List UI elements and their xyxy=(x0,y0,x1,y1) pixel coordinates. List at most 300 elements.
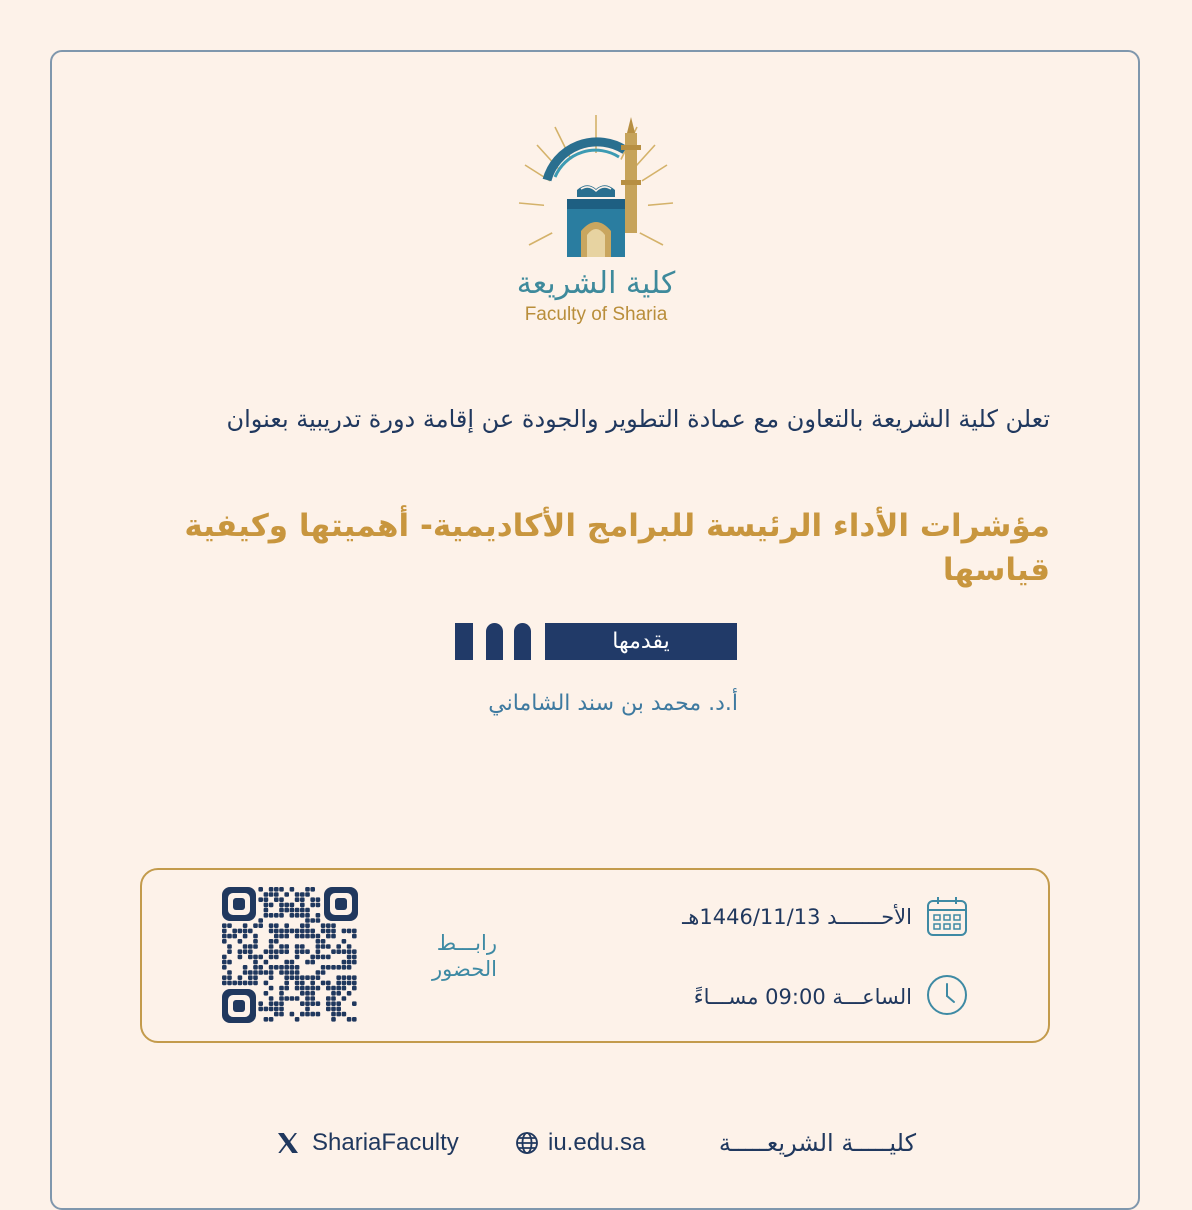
qr-module xyxy=(305,934,310,939)
qr-module xyxy=(279,996,284,1001)
qr-module xyxy=(279,1007,284,1012)
qr-module xyxy=(258,970,263,975)
qr-module xyxy=(310,903,315,908)
qr-module xyxy=(331,986,336,991)
qr-module xyxy=(274,913,279,918)
qr-module xyxy=(326,955,331,960)
qr-module xyxy=(300,934,305,939)
qr-module xyxy=(284,975,289,980)
qr-module xyxy=(269,965,274,970)
event-date: الأحـــــــد 1446/11/13هـ xyxy=(682,905,912,929)
qr-module xyxy=(279,929,284,934)
qr-module xyxy=(279,965,284,970)
qr-module xyxy=(284,934,289,939)
qr-module xyxy=(316,913,321,918)
qr-module xyxy=(305,887,310,892)
qr-module xyxy=(310,934,315,939)
qr-module xyxy=(253,960,258,965)
qr-module xyxy=(274,955,279,960)
qr-module xyxy=(336,986,341,991)
qr-module xyxy=(279,986,284,991)
qr-module xyxy=(290,887,295,892)
qr-module xyxy=(336,1001,341,1006)
qr-module xyxy=(258,897,263,902)
qr-module xyxy=(264,1017,269,1022)
qr-module xyxy=(243,949,248,954)
qr-module xyxy=(290,908,295,913)
qr-module xyxy=(290,965,295,970)
qr-module xyxy=(326,1001,331,1006)
qr-module xyxy=(305,908,310,913)
qr-module xyxy=(352,934,357,939)
qr-module xyxy=(253,981,258,986)
qr-module xyxy=(269,892,274,897)
qr-module xyxy=(227,923,232,928)
qr-module xyxy=(300,949,305,954)
qr-module xyxy=(342,965,347,970)
qr-module xyxy=(347,960,352,965)
qr-module xyxy=(316,970,321,975)
qr-module xyxy=(279,949,284,954)
qr-module xyxy=(269,929,274,934)
qr-module xyxy=(326,923,331,928)
qr-module xyxy=(284,996,289,1001)
qr-module xyxy=(269,949,274,954)
qr-module xyxy=(326,981,331,986)
qr-module xyxy=(352,975,357,980)
qr-module xyxy=(253,975,258,980)
qr-module xyxy=(316,897,321,902)
qr-module xyxy=(279,913,284,918)
qr-module xyxy=(222,929,227,934)
qr-module xyxy=(316,934,321,939)
qr-module xyxy=(326,996,331,1001)
qr-module xyxy=(316,1001,321,1006)
qr-module xyxy=(352,929,357,934)
qr-module xyxy=(284,944,289,949)
qr-module xyxy=(243,944,248,949)
qr-module xyxy=(300,897,305,902)
qr-module xyxy=(310,986,315,991)
qr-module xyxy=(274,923,279,928)
qr-module xyxy=(326,965,331,970)
qr-module xyxy=(326,929,331,934)
faculty-logo-emblem xyxy=(515,105,677,265)
qr-module xyxy=(248,955,253,960)
qr-module xyxy=(279,991,284,996)
qr-module xyxy=(269,1007,274,1012)
qr-module xyxy=(336,965,341,970)
qr-module xyxy=(300,986,305,991)
qr-module xyxy=(274,949,279,954)
qr-module xyxy=(243,970,248,975)
qr-module xyxy=(269,996,274,1001)
qr-module xyxy=(264,913,269,918)
qr-module xyxy=(300,991,305,996)
attendance-qr-code[interactable] xyxy=(222,887,358,1023)
website-link[interactable]: iu.edu.sa xyxy=(548,1129,646,1156)
qr-module xyxy=(258,887,263,892)
qr-module xyxy=(269,903,274,908)
qr-module xyxy=(222,939,227,944)
qr-module xyxy=(243,929,248,934)
qr-module xyxy=(310,918,315,923)
qr-module xyxy=(284,949,289,954)
qr-module xyxy=(336,1012,341,1017)
qr-module xyxy=(264,903,269,908)
qr-module xyxy=(238,929,243,934)
qr-module xyxy=(305,1001,310,1006)
qr-module xyxy=(243,934,248,939)
qr-module xyxy=(347,1017,352,1022)
qr-module xyxy=(347,981,352,986)
qr-module xyxy=(284,903,289,908)
qr-module xyxy=(290,975,295,980)
qr-module xyxy=(305,960,310,965)
qr-module xyxy=(284,908,289,913)
qr-module xyxy=(295,929,300,934)
qr-module xyxy=(295,934,300,939)
qr-module xyxy=(300,913,305,918)
qr-module xyxy=(295,908,300,913)
calendar-icon xyxy=(926,896,968,938)
qr-module xyxy=(310,991,315,996)
qr-module xyxy=(274,1007,279,1012)
qr-module xyxy=(284,960,289,965)
qr-module xyxy=(326,944,331,949)
presenter-label: يقدمها xyxy=(545,623,737,660)
qr-module xyxy=(290,996,295,1001)
qr-module xyxy=(310,955,315,960)
qr-module xyxy=(342,996,347,1001)
qr-module xyxy=(336,944,341,949)
qr-module xyxy=(300,892,305,897)
qr-module xyxy=(274,1012,279,1017)
qr-module xyxy=(284,892,289,897)
qr-module xyxy=(284,923,289,928)
qr-module xyxy=(310,1001,315,1006)
logo-english-name: Faculty of Sharia xyxy=(524,304,668,325)
qr-module xyxy=(279,903,284,908)
qr-module xyxy=(331,934,336,939)
qr-module xyxy=(269,887,274,892)
qr-module xyxy=(238,981,243,986)
qr-module xyxy=(248,975,253,980)
qr-module xyxy=(232,981,237,986)
qr-module xyxy=(253,923,258,928)
qr-module xyxy=(253,944,258,949)
qr-module xyxy=(269,1001,274,1006)
qr-module xyxy=(269,944,274,949)
qr-module xyxy=(284,981,289,986)
qr-module xyxy=(347,949,352,954)
qr-module xyxy=(269,1017,274,1022)
qr-module xyxy=(331,1001,336,1006)
qr-module xyxy=(295,955,300,960)
qr-module xyxy=(279,934,284,939)
qr-module xyxy=(258,923,263,928)
qr-module xyxy=(274,934,279,939)
qr-module xyxy=(279,970,284,975)
qr-module xyxy=(290,970,295,975)
qr-module xyxy=(269,955,274,960)
qr-module xyxy=(321,923,326,928)
qr-module xyxy=(269,939,274,944)
qr-module xyxy=(321,955,326,960)
qr-module xyxy=(264,908,269,913)
qr-module xyxy=(227,981,232,986)
qr-module xyxy=(305,949,310,954)
qr-module xyxy=(295,975,300,980)
qr-module xyxy=(331,996,336,1001)
qr-module xyxy=(295,986,300,991)
qr-module xyxy=(331,1007,336,1012)
qr-module xyxy=(274,939,279,944)
attendance-link-label: رابـــط الحضور xyxy=(432,931,497,981)
qr-module xyxy=(321,970,326,975)
qr-module xyxy=(222,934,227,939)
qr-module xyxy=(264,897,269,902)
qr-module xyxy=(310,929,315,934)
qr-module xyxy=(352,955,357,960)
qr-module xyxy=(310,887,315,892)
qr-module xyxy=(279,887,284,892)
announcement-intro: تعلن كلية الشريعة بالتعاون مع عمادة التطوير والجودة عن إقامة دورة تدريبية بعنوان xyxy=(226,405,1050,433)
qr-module xyxy=(248,944,253,949)
decorative-bar xyxy=(455,623,473,660)
qr-module xyxy=(316,986,321,991)
qr-module xyxy=(347,944,352,949)
qr-module xyxy=(342,986,347,991)
qr-module xyxy=(248,970,253,975)
qr-module xyxy=(295,897,300,902)
qr-module xyxy=(352,1001,357,1006)
qr-module xyxy=(326,934,331,939)
qr-module xyxy=(326,986,331,991)
clock-icon xyxy=(926,974,968,1016)
qr-module xyxy=(274,897,279,902)
qr-module xyxy=(331,1017,336,1022)
qr-module xyxy=(331,929,336,934)
qr-module xyxy=(232,934,237,939)
qr-module xyxy=(342,929,347,934)
qr-module xyxy=(295,981,300,986)
qr-module xyxy=(227,934,232,939)
qr-module xyxy=(295,949,300,954)
qr-module xyxy=(238,955,243,960)
qr-module xyxy=(269,923,274,928)
qr-module xyxy=(336,1007,341,1012)
qr-module xyxy=(258,955,263,960)
qr-module xyxy=(352,986,357,991)
qr-module xyxy=(222,955,227,960)
qr-module xyxy=(253,934,258,939)
qr-module xyxy=(352,960,357,965)
qr-module xyxy=(243,965,248,970)
qr-module xyxy=(274,929,279,934)
course-title: مؤشرات الأداء الرئيسة للبرامج الأكاديمية- أهميتها وكيفية قياسها xyxy=(184,508,1050,588)
qr-module xyxy=(316,939,321,944)
qr-module xyxy=(264,960,269,965)
qr-module xyxy=(305,991,310,996)
qr-module xyxy=(222,960,227,965)
qr-module xyxy=(342,975,347,980)
qr-module xyxy=(248,981,253,986)
qr-module xyxy=(284,929,289,934)
qr-module xyxy=(300,923,305,928)
qr-module xyxy=(347,929,352,934)
qr-module xyxy=(336,975,341,980)
qr-module xyxy=(342,949,347,954)
qr-module xyxy=(342,960,347,965)
qr-module xyxy=(290,929,295,934)
qr-module xyxy=(284,986,289,991)
qr-module xyxy=(248,929,253,934)
qr-module xyxy=(295,996,300,1001)
qr-module xyxy=(305,913,310,918)
qr-module xyxy=(321,965,326,970)
qr-module xyxy=(279,944,284,949)
qr-module xyxy=(222,923,227,928)
qr-module xyxy=(284,965,289,970)
qr-module xyxy=(352,981,357,986)
qr-module xyxy=(295,892,300,897)
qr-module xyxy=(227,960,232,965)
qr-module xyxy=(264,981,269,986)
qr-module xyxy=(269,975,274,980)
qr-module xyxy=(347,975,352,980)
qr-module xyxy=(331,923,336,928)
presenter-name: أ.د. محمد بن سند الشاماني xyxy=(488,691,738,716)
qr-module xyxy=(284,970,289,975)
qr-module xyxy=(264,949,269,954)
qr-module xyxy=(310,960,315,965)
footer-college-name: كليـــــة الشريعـــــة xyxy=(718,1129,916,1157)
qr-module xyxy=(321,981,326,986)
qr-module xyxy=(274,887,279,892)
qr-module xyxy=(243,923,248,928)
qr-module xyxy=(336,991,341,996)
qr-module xyxy=(310,975,315,980)
qr-module xyxy=(352,1017,357,1022)
qr-module xyxy=(305,1007,310,1012)
qr-module xyxy=(258,1007,263,1012)
qr-module xyxy=(336,949,341,954)
qr-module xyxy=(300,929,305,934)
qr-module xyxy=(243,981,248,986)
qr-module xyxy=(227,970,232,975)
logo-arabic-name: كلية الشريعة xyxy=(516,266,676,301)
qr-module xyxy=(310,897,315,902)
qr-module xyxy=(342,981,347,986)
qr-module xyxy=(269,986,274,991)
qr-module xyxy=(310,1012,315,1017)
qr-module xyxy=(238,975,243,980)
qr-module xyxy=(227,975,232,980)
qr-module xyxy=(331,965,336,970)
qr-module xyxy=(269,970,274,975)
qr-module xyxy=(321,939,326,944)
qr-module xyxy=(347,965,352,970)
qr-module xyxy=(331,1012,336,1017)
qr-module xyxy=(316,903,321,908)
qr-module xyxy=(258,965,263,970)
qr-module xyxy=(305,923,310,928)
qr-module xyxy=(316,1012,321,1017)
qr-module xyxy=(264,991,269,996)
qr-module xyxy=(232,929,237,934)
qr-module xyxy=(264,892,269,897)
qr-module xyxy=(279,897,284,902)
qr-module xyxy=(238,949,243,954)
qr-module xyxy=(310,981,315,986)
qr-module xyxy=(300,1012,305,1017)
qr-module xyxy=(331,991,336,996)
qr-module xyxy=(316,975,321,980)
qr-module xyxy=(290,903,295,908)
qr-module xyxy=(336,981,341,986)
qr-module xyxy=(279,1012,284,1017)
qr-module xyxy=(347,955,352,960)
x-handle[interactable]: ShariaFaculty xyxy=(312,1129,459,1156)
qr-module xyxy=(305,892,310,897)
event-time: الساعـــة 09:00 مســـاءً xyxy=(693,985,912,1009)
qr-module xyxy=(300,981,305,986)
qr-module xyxy=(253,965,258,970)
qr-module xyxy=(253,939,258,944)
qr-module xyxy=(295,913,300,918)
qr-module xyxy=(248,949,253,954)
qr-module xyxy=(305,975,310,980)
qr-module xyxy=(295,944,300,949)
qr-module xyxy=(310,996,315,1001)
qr-module xyxy=(295,1017,300,1022)
qr-module xyxy=(300,908,305,913)
qr-module xyxy=(274,965,279,970)
qr-module xyxy=(305,918,310,923)
qr-module xyxy=(258,1001,263,1006)
qr-module xyxy=(274,1001,279,1006)
decorative-bar xyxy=(514,623,531,660)
qr-module xyxy=(290,913,295,918)
qr-module xyxy=(290,960,295,965)
qr-module xyxy=(290,1012,295,1017)
qr-module xyxy=(321,929,326,934)
qr-module xyxy=(264,1007,269,1012)
qr-module xyxy=(342,1012,347,1017)
qr-module xyxy=(227,944,232,949)
qr-module xyxy=(295,965,300,970)
qr-module xyxy=(222,981,227,986)
qr-module xyxy=(316,944,321,949)
qr-module xyxy=(222,965,227,970)
qr-module xyxy=(253,970,258,975)
qr-module xyxy=(269,913,274,918)
qr-module xyxy=(316,955,321,960)
qr-module xyxy=(342,939,347,944)
qr-module xyxy=(279,1001,284,1006)
qr-module xyxy=(316,949,321,954)
qr-module xyxy=(227,949,232,954)
x-logo-icon xyxy=(276,1131,300,1155)
qr-module xyxy=(222,975,227,980)
qr-module xyxy=(300,1001,305,1006)
qr-module xyxy=(321,944,326,949)
qr-module xyxy=(274,892,279,897)
qr-module xyxy=(300,975,305,980)
qr-module xyxy=(305,996,310,1001)
qr-module xyxy=(347,991,352,996)
